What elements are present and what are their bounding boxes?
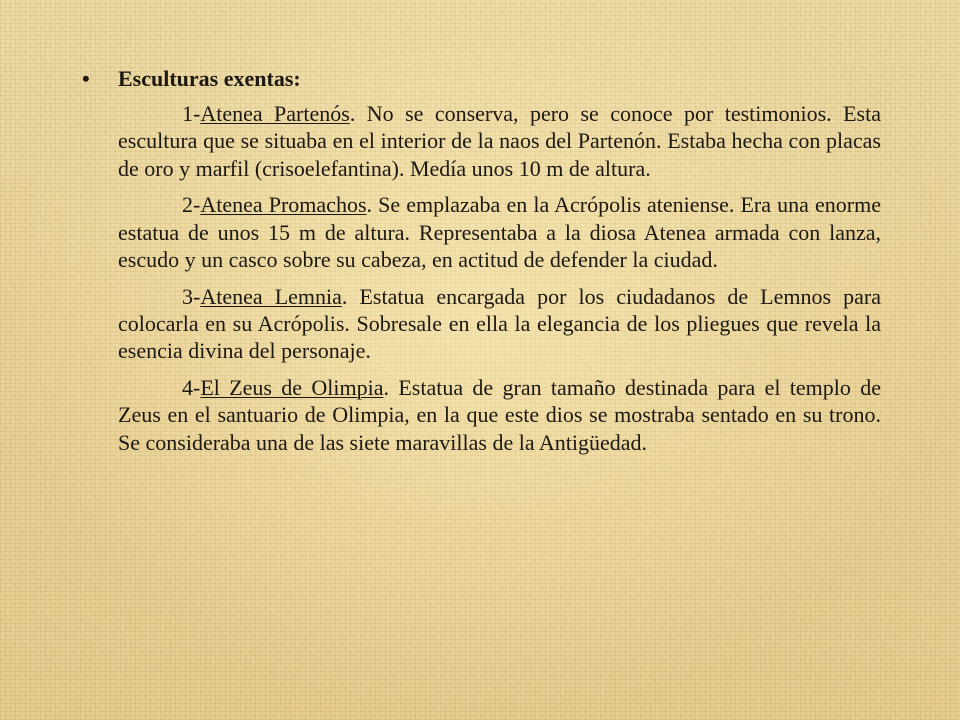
sculpture-description: . Estatua de gran tamaño destinada para el templo de Zeus en el santuario de Olimpia, en la que este dios se mostraba sentado en su trono. Se consideraba una de las siete maravillas de la Antigüedad. (118, 375, 881, 455)
bullet-icon: • (82, 66, 90, 91)
sculpture-description: . Se emplazaba en la Acrópolis ateniense. Era una enorme estatua de unos 15 m de altura. Representaba a la diosa Atenea armada con lanza, escudo y un casco sobre su cabeza, en actitud de defender la ciudad. (118, 192, 881, 272)
sculpture-name: Atenea Lemnia (200, 283, 342, 309)
item-number: 3- (182, 283, 201, 309)
sculpture-paragraph-3 (118, 283, 881, 365)
sculpture-list (118, 100, 881, 466)
sculpture-paragraph-1 (118, 100, 881, 182)
sculpture-name: Atenea Promachos (200, 192, 367, 218)
sculpture-description: . Estatua encargada por los ciudadanos de Lemnos para colocarla en su Acrópolis. Sobresale en ella la elegancia de los pliegues que revela la esencia divina del personaje. (118, 283, 881, 364)
sculpture-name: Atenea Partenós (200, 101, 350, 126)
item-number: 1- (182, 101, 201, 126)
sculpture-paragraph-2 (118, 191, 881, 273)
item-number: 2- (182, 192, 201, 218)
heading-title: Esculturas exentas: (118, 66, 301, 91)
sculpture-description: . No se conserva, pero se conoce por testimonios. Esta escultura que se situaba en el interior de la naos del Partenón. Estaba hecha con placas de oro y marfil (crisoelefantina). Medía unos 10 m de altura. (118, 101, 881, 181)
item-number: 4- (182, 375, 201, 401)
sculpture-name: El Zeus de Olimpia (200, 375, 384, 401)
sculpture-paragraph-4 (118, 374, 881, 456)
section-heading (82, 64, 301, 94)
